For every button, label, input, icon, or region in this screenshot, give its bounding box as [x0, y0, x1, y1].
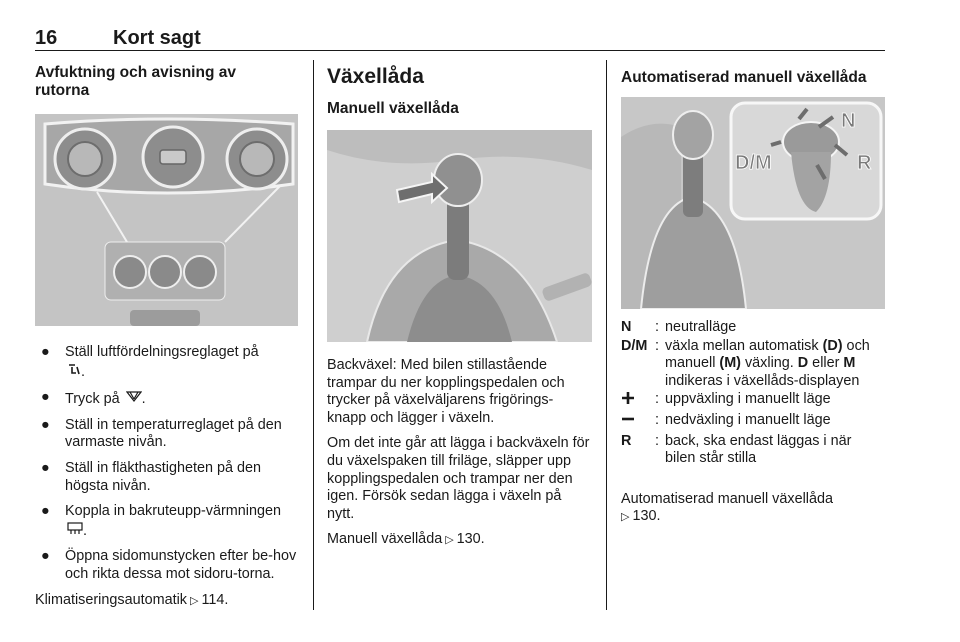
list-item: ● Koppla in bakruteupp-värmningen . [41, 503, 282, 539]
page-ref-icon: ▷ [189, 594, 199, 607]
list-item: ● Ställ in temperaturreglaget på den varmaste nivån. [41, 416, 282, 451]
cross-reference: Klimatiseringsautomatik ▷ 114. [35, 592, 300, 611]
section-automated-gearbox [621, 64, 885, 535]
section-heading: Automatiserad manuell växellåda [621, 69, 867, 86]
automated-gearbox-image [621, 97, 885, 309]
svg-text:D/M: D/M [735, 152, 772, 174]
minus-icon [621, 414, 635, 430]
instruction-list [35, 344, 300, 584]
manual-gearbox-image [327, 130, 592, 342]
list-item: ● Öppna sidomunstycken efter be-hov och rikta dessa mot sidoru-torna. [41, 548, 297, 582]
section-heading: Avfuktning och avisning av rutorna [35, 64, 236, 99]
page-ref-link[interactable]: 130. [632, 508, 661, 525]
legend-row: R : back, ska endast läggas i när bilen står stilla [621, 432, 852, 467]
page-number: 16 [35, 27, 58, 49]
ac-icon [126, 389, 142, 409]
climate-control-image [35, 114, 298, 326]
list-item: ● Tryck på . [41, 389, 146, 408]
cross-reference: Automatiserad manuell växellåda ▷ 130. [621, 491, 885, 527]
section-title: Växellåda [327, 65, 424, 88]
rear-defrost-icon [67, 521, 83, 541]
section-defog [35, 64, 300, 618]
svg-text:R: R [857, 152, 872, 174]
paragraph: Backväxel: Med bilen stillastående trampar du ner kopplingspedalen och trycker på växelväljarens frigörings-knapp och lägger i växeln. [327, 357, 565, 426]
cross-reference: Manuell växellåda ▷ 130. [327, 531, 592, 550]
page-ref-link[interactable]: 114. [201, 591, 229, 608]
svg-text:N: N [841, 110, 856, 132]
plus-icon [621, 393, 635, 409]
page-ref-icon: ▷ [621, 511, 630, 524]
list-item: ● Ställ luftfördelningsreglaget på . [41, 344, 259, 380]
legend-row: N : neutralläge [621, 319, 737, 335]
page-ref-icon: ▷ [445, 534, 454, 547]
legend-row: D/M : växla mellan automatisk (D) och manuell (M) växling. D eller M indikeras i växellåds-displayen [621, 337, 870, 389]
list-item: ● Ställ in fläkthastigheten på den högsta nivån. [41, 459, 262, 494]
gear-legend [621, 319, 885, 469]
page-title: Kort sagt [113, 27, 201, 49]
legend-row: : uppväxling i manuellt läge [621, 391, 885, 412]
paragraph: Om det inte går att lägga i backväxeln för du växelspaken till friläge, släpper upp kopplingspedalen och trampar ner den igen. Försök sedan lägga i växeln på nytt. [327, 435, 590, 522]
legend-row: : nedväxling i manuellt läge [621, 412, 885, 433]
section-gearbox [327, 64, 592, 558]
windscreen-feet-icon [67, 362, 81, 382]
header-rule [35, 50, 885, 51]
section-subtitle: Manuell växellåda [327, 100, 459, 117]
column-divider [606, 60, 607, 610]
column-divider [313, 60, 314, 610]
page-ref-link[interactable]: 130. [456, 531, 485, 548]
